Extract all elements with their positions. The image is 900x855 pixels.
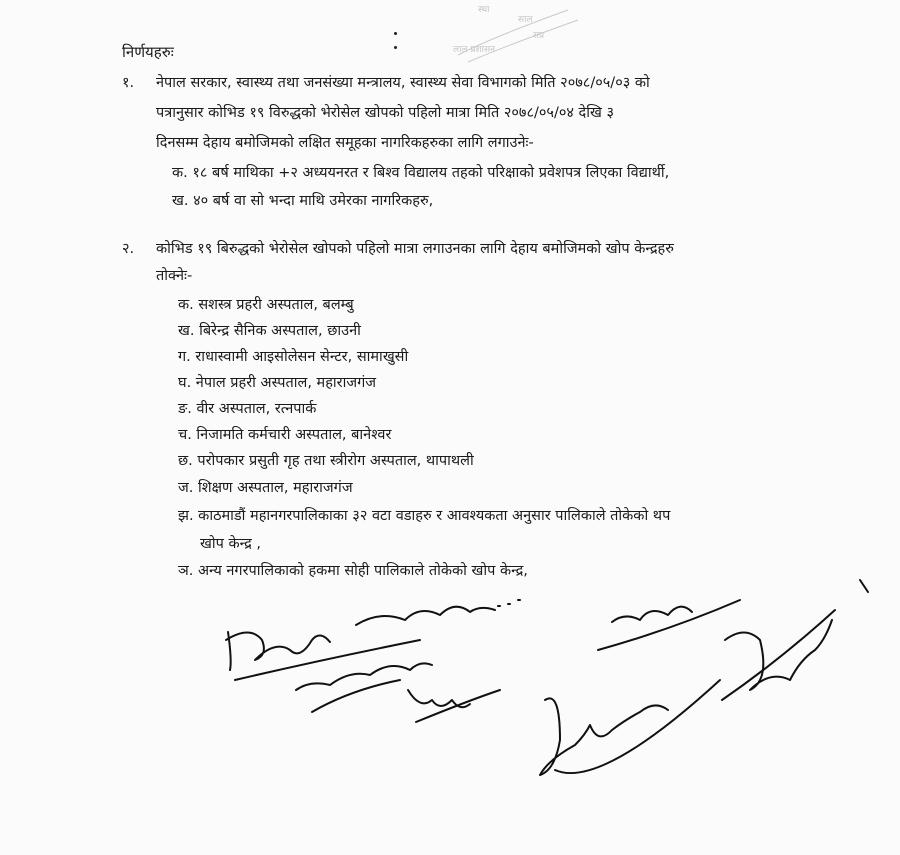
svg-text:लाल प्रशासन: लाल प्रशासन	[453, 45, 496, 55]
vaccine-center-item: क. सशस्त्र प्रहरी अस्पताल, बलम्बु	[178, 297, 354, 313]
vaccine-center-item: ग. राधास्वामी आइसोलेसन सेन्टर, सामाखुसी	[178, 349, 409, 365]
decision-1-number: १.	[122, 75, 135, 91]
vaccine-center-item: ख. बिरेन्द्र सैनिक अस्पताल, छाउनी	[178, 323, 361, 339]
decision-2-line: कोभिड १९ बिरुद्धको भेरोसेल खोपको पहिलो मात्रा लगाउनका लागि देहाय बमोजिमको खोप केन्द्रहरु	[156, 241, 674, 257]
vaccine-center-item: घ. नेपाल प्रहरी अस्पताल, महाराजगंज	[178, 375, 377, 391]
vaccine-center-item: ङ. वीर अस्पताल, रत्नपार्क	[178, 401, 317, 417]
decision-1-line: नेपाल सरकार, स्वास्थ्य तथा जनसंख्या मन्त्रालय, स्वास्थ्य सेवा विभागको मिति २०७८/०५/०३ को	[156, 75, 650, 91]
vaccine-center-item: झ. काठमाडौं महानगरपालिकाका ३२ वटा वडाहरु र आवश्यकता अनुसार पालिकाले तोकेको थप	[178, 508, 671, 524]
decisions-heading: निर्णयहरुः	[122, 43, 174, 61]
vaccine-center-item: ज. शिक्षण अस्पताल, महाराजगंज	[178, 480, 353, 496]
decision-1-item: क. १८ बर्ष माथिका +२ अध्ययनरत र बिश्व विद्यालय तहको परिक्षाको प्रवेशपत्र लिएका विद्यार्थी,	[172, 165, 670, 181]
vaccine-center-item: च. निजामति कर्मचारी अस्पताल, बानेश्वर	[178, 427, 392, 443]
vaccine-center-item: ञ. अन्य नगरपालिकाको हकमा सोही पालिकाले तोकेको खोप केन्द्र,	[178, 563, 528, 579]
svg-text:साल: साल	[518, 15, 533, 25]
svg-text:स्था: स्था	[478, 5, 490, 15]
vaccine-center-item: छ. परोपकार प्रसुती गृह तथा स्त्रीरोग अस्पताल, थापाथली	[178, 453, 474, 469]
decision-1-line: पत्रानुसार कोभिड १९ विरुद्धको भेरोसेल खोपको पहिलो मात्रा मिति २०७८/०५/०४ देखि ३	[156, 105, 614, 121]
decision-2-line: तोक्नेः-	[156, 268, 193, 284]
svg-text:राप्र: राप्र	[533, 31, 545, 41]
decision-1-item: ख. ४० बर्ष वा सो भन्दा माथि उमेरका नागरिकहरु,	[172, 193, 434, 209]
vaccine-center-item-continuation: खोप केन्द्र ,	[200, 536, 261, 552]
decision-1-line: दिनसम्म देहाय बमोजिमको लक्षित समूहका नागरिकहरुका लागि लगाउनेः-	[156, 135, 534, 151]
decision-2-number: २.	[122, 241, 135, 257]
